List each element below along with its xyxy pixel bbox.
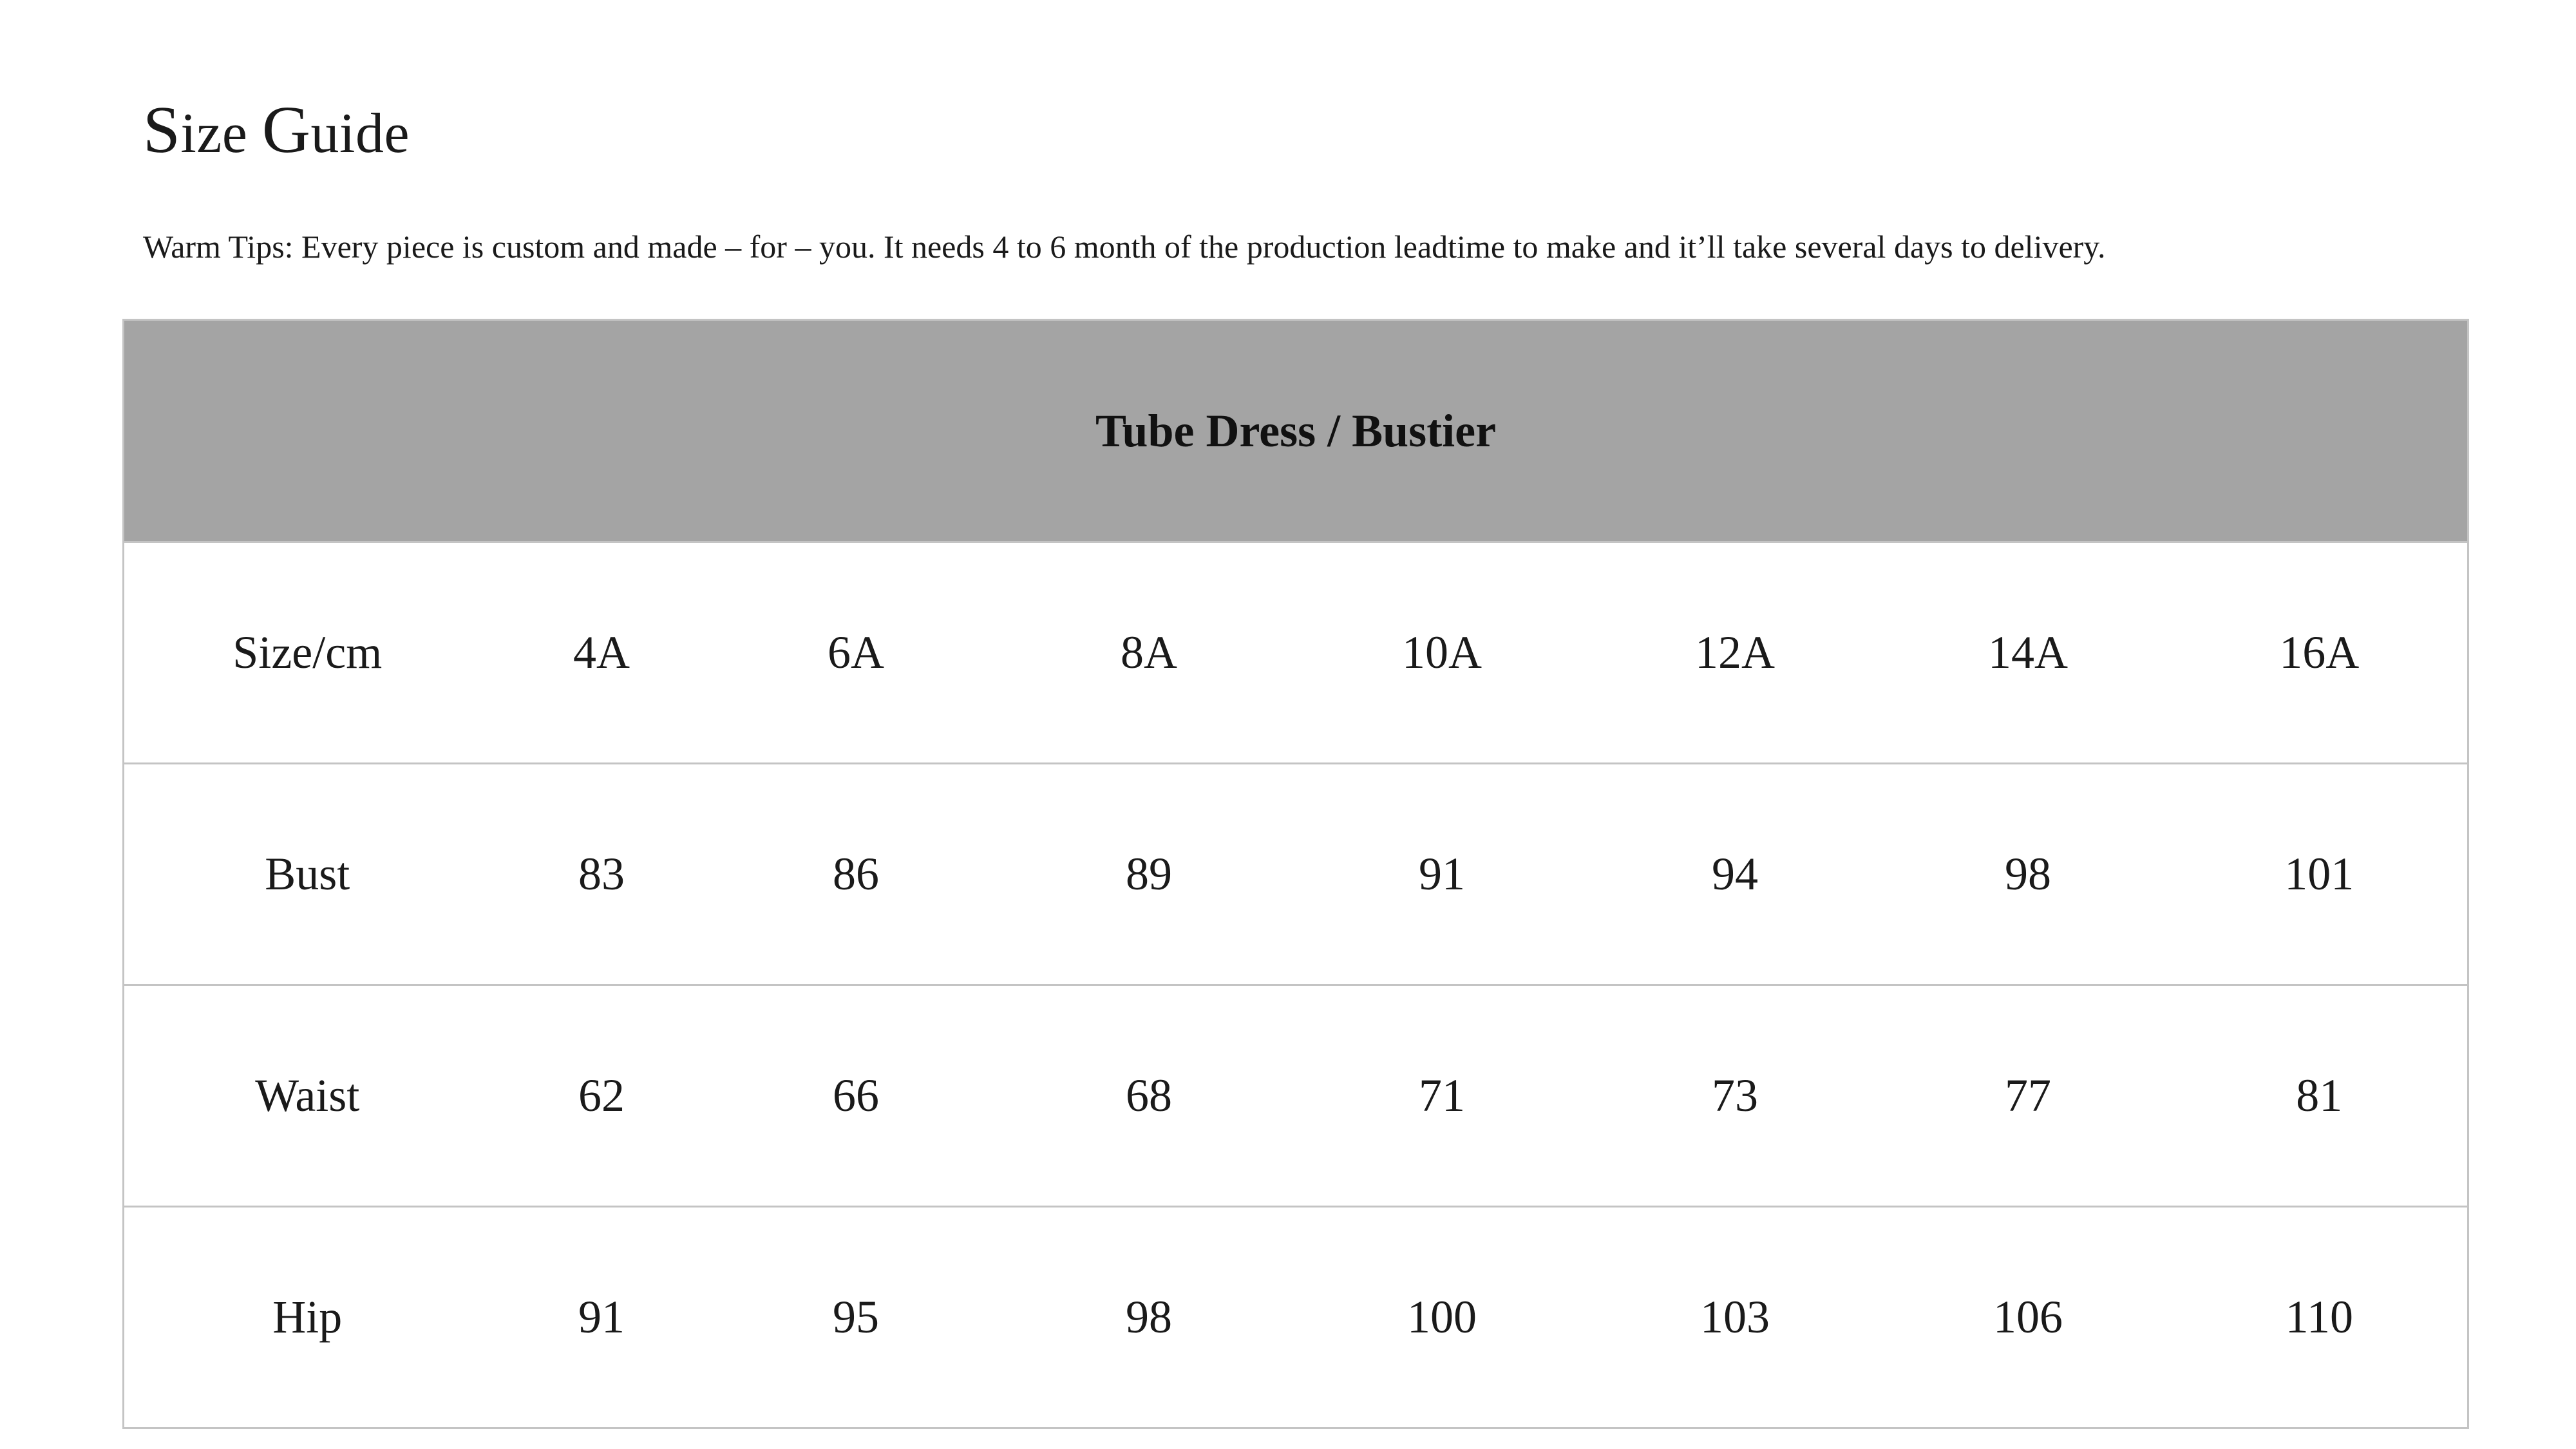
title-text-guide: uide <box>310 102 410 165</box>
table-cell: 91 <box>491 1207 713 1428</box>
table-title: Tube Dress / Bustier <box>124 320 2468 542</box>
table-cell: 16A <box>2172 542 2468 764</box>
table-cell: 73 <box>1586 985 1885 1207</box>
table-cell: 14A <box>1885 542 2172 764</box>
table-cell: 81 <box>2172 985 2468 1207</box>
table-cell: 8A <box>999 542 1299 764</box>
table-cell: 100 <box>1299 1207 1586 1428</box>
row-label: Bust <box>124 764 491 985</box>
table-cell: 77 <box>1885 985 2172 1207</box>
table-cell: 83 <box>491 764 713 985</box>
table-row-size <box>124 542 2468 764</box>
table-cell: 94 <box>1586 764 1885 985</box>
title-text-size: ize <box>180 102 262 165</box>
table-cell: 66 <box>713 985 999 1207</box>
table-cell: 62 <box>491 985 713 1207</box>
table-header-row <box>124 320 2468 542</box>
table-cell: 4A <box>491 542 713 764</box>
row-label: Waist <box>124 985 491 1207</box>
page-title <box>143 93 410 167</box>
table-cell: 95 <box>713 1207 999 1428</box>
table-cell: 86 <box>713 764 999 985</box>
title-initial-s: S <box>143 93 181 167</box>
table-cell: 6A <box>713 542 999 764</box>
table-row-waist <box>124 985 2468 1207</box>
table-row-hip <box>124 1207 2468 1428</box>
table-cell: 10A <box>1299 542 1586 764</box>
table-row-bust <box>124 764 2468 985</box>
row-label: Hip <box>124 1207 491 1428</box>
table-cell: 110 <box>2172 1207 2468 1428</box>
table-cell: 106 <box>1885 1207 2172 1428</box>
table-cell: 12A <box>1586 542 1885 764</box>
table-cell: 68 <box>999 985 1299 1207</box>
title-initial-g: G <box>261 93 311 167</box>
row-label: Size/cm <box>124 542 491 764</box>
table-cell: 98 <box>1885 764 2172 985</box>
table-cell: 103 <box>1586 1207 1885 1428</box>
table-cell: 91 <box>1299 764 1586 985</box>
warm-tips-text: Warm Tips: Every piece is custom and made – for – you. It needs 4 to 6 month of the production leadtime to make and it’ll take several days to delivery. <box>143 229 2106 265</box>
table-cell: 101 <box>2172 764 2468 985</box>
table-cell: 89 <box>999 764 1299 985</box>
size-table <box>122 319 2469 1429</box>
table-cell: 71 <box>1299 985 1586 1207</box>
table-cell: 98 <box>999 1207 1299 1428</box>
